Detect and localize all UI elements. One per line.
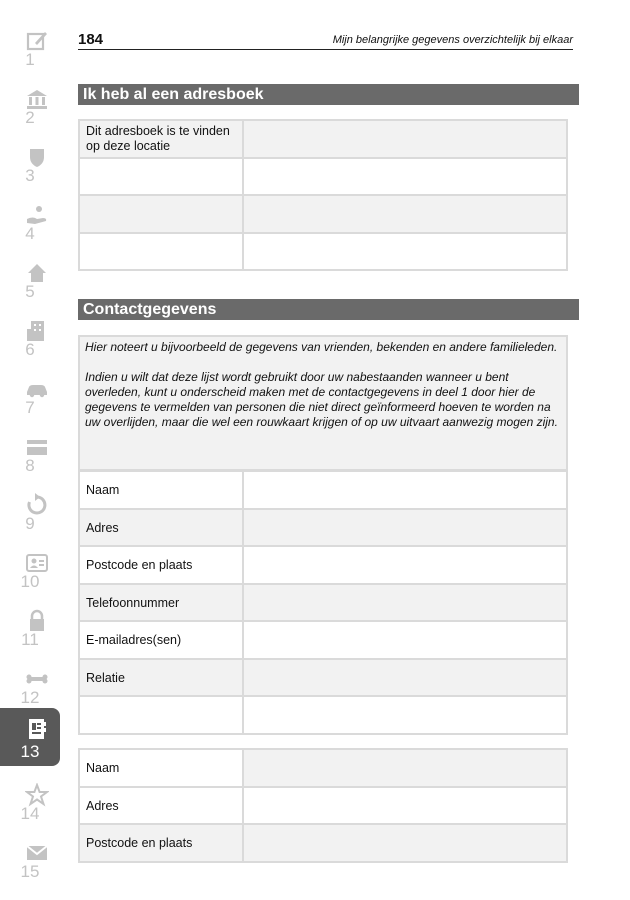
relation-field[interactable] — [243, 659, 567, 696]
chapter-tab-9[interactable] — [0, 492, 60, 550]
chapter-number: 1 — [25, 50, 35, 69]
email-label: E-mailadres(sen) — [79, 621, 243, 659]
chapter-tab-2[interactable] — [0, 86, 60, 144]
header-divider — [78, 49, 573, 50]
section-heading: Ik heb al een adresboek — [78, 84, 579, 105]
chapter-number: 6 — [25, 340, 35, 359]
location-field[interactable] — [243, 120, 567, 158]
chapter-number: 10 — [20, 572, 40, 591]
chapter-tab-3[interactable] — [0, 144, 60, 202]
chapter-tab-10[interactable] — [0, 550, 60, 608]
location-label: Dit adresboek is te vinden op deze locatie — [79, 120, 243, 158]
address-field[interactable] — [243, 509, 567, 546]
chapter-number: 5 — [25, 282, 35, 301]
intro-paragraph: Hier noteert u bijvoorbeeld de gegevens van vrienden, bekenden en andere familieleden. — [85, 340, 558, 354]
address-book-icon — [24, 716, 50, 742]
address-book-location-table — [78, 119, 568, 271]
blank-label-cell[interactable] — [79, 158, 243, 195]
table-row — [79, 233, 567, 270]
chapter-number: 13 — [20, 742, 40, 761]
blank-label-cell[interactable] — [79, 195, 243, 233]
chapter-number: 3 — [25, 166, 35, 185]
table-row — [79, 471, 567, 509]
chapter-tab-14[interactable] — [0, 782, 60, 840]
chapter-tab-6[interactable] — [0, 318, 60, 376]
chapter-tab-8[interactable] — [0, 434, 60, 492]
chapter-tab-4[interactable] — [0, 202, 60, 260]
table-row — [79, 158, 567, 195]
chapter-tab-13[interactable] — [0, 708, 60, 766]
blank-label-cell[interactable] — [79, 696, 243, 734]
chapter-number: 14 — [20, 804, 40, 823]
chapter-number: 2 — [25, 108, 35, 127]
intro-text — [78, 335, 568, 471]
table-row — [79, 787, 567, 824]
contact-table-1 — [78, 470, 568, 735]
table-row — [79, 659, 567, 696]
address-label: Adres — [79, 787, 243, 824]
name-field[interactable] — [243, 471, 567, 509]
table-row — [79, 195, 567, 233]
name-field[interactable] — [243, 749, 567, 787]
postcode-field[interactable] — [243, 824, 567, 862]
chapter-tab-1[interactable] — [0, 28, 60, 86]
chapter-tab-15[interactable] — [0, 840, 60, 898]
address-label: Adres — [79, 509, 243, 546]
table-row — [79, 584, 567, 621]
running-title: Mijn belangrijke gegevens overzichtelijk bij elkaar — [332, 34, 573, 46]
name-label: Naam — [79, 749, 243, 787]
chapter-tab-5[interactable] — [0, 260, 60, 318]
table-row — [79, 509, 567, 546]
chapter-sidebar — [0, 0, 62, 900]
chapter-number: 15 — [20, 862, 40, 881]
blank-label-cell[interactable] — [79, 233, 243, 270]
postcode-label: Postcode en plaats — [79, 824, 243, 862]
contact-table-2 — [78, 748, 568, 863]
chapter-number: 4 — [25, 224, 35, 243]
postcode-field[interactable] — [243, 546, 567, 584]
page-number: 184 — [78, 31, 104, 48]
address-field[interactable] — [243, 787, 567, 824]
blank-field[interactable] — [243, 195, 567, 233]
chapter-number: 12 — [20, 688, 40, 707]
chapter-number: 11 — [21, 630, 39, 649]
table-row — [79, 120, 567, 158]
table-row — [79, 824, 567, 862]
table-row — [79, 696, 567, 734]
phone-field[interactable] — [243, 584, 567, 621]
section-heading: Contactgegevens — [78, 299, 579, 320]
blank-field[interactable] — [243, 158, 567, 195]
chapter-number: 9 — [25, 514, 35, 533]
chapter-number: 7 — [25, 398, 35, 417]
table-row — [79, 749, 567, 787]
chapter-number: 8 — [25, 456, 35, 475]
phone-label: Telefoonnummer — [79, 584, 243, 621]
blank-field[interactable] — [243, 233, 567, 270]
relation-label: Relatie — [79, 659, 243, 696]
chapter-tab-7[interactable] — [0, 376, 60, 434]
intro-paragraph: Indien u wilt dat deze lijst wordt gebruikt door uw nabestaanden wanneer u bent overleden, kunt u onderscheid maken met de contactgegevens in deel 1 door hier de gegevens te vermelden van personen die niet direct geïnformeerd hoeven te worden na uw overlijden, maar die wel een rouwkaart krijgen of op uw uitvaart aanwezig mogen zijn. — [85, 370, 558, 429]
email-field[interactable] — [243, 621, 567, 659]
table-row — [79, 546, 567, 584]
blank-field[interactable] — [243, 696, 567, 734]
table-row — [79, 621, 567, 659]
postcode-label: Postcode en plaats — [79, 546, 243, 584]
chapter-tab-11[interactable] — [0, 608, 60, 666]
name-label: Naam — [79, 471, 243, 509]
